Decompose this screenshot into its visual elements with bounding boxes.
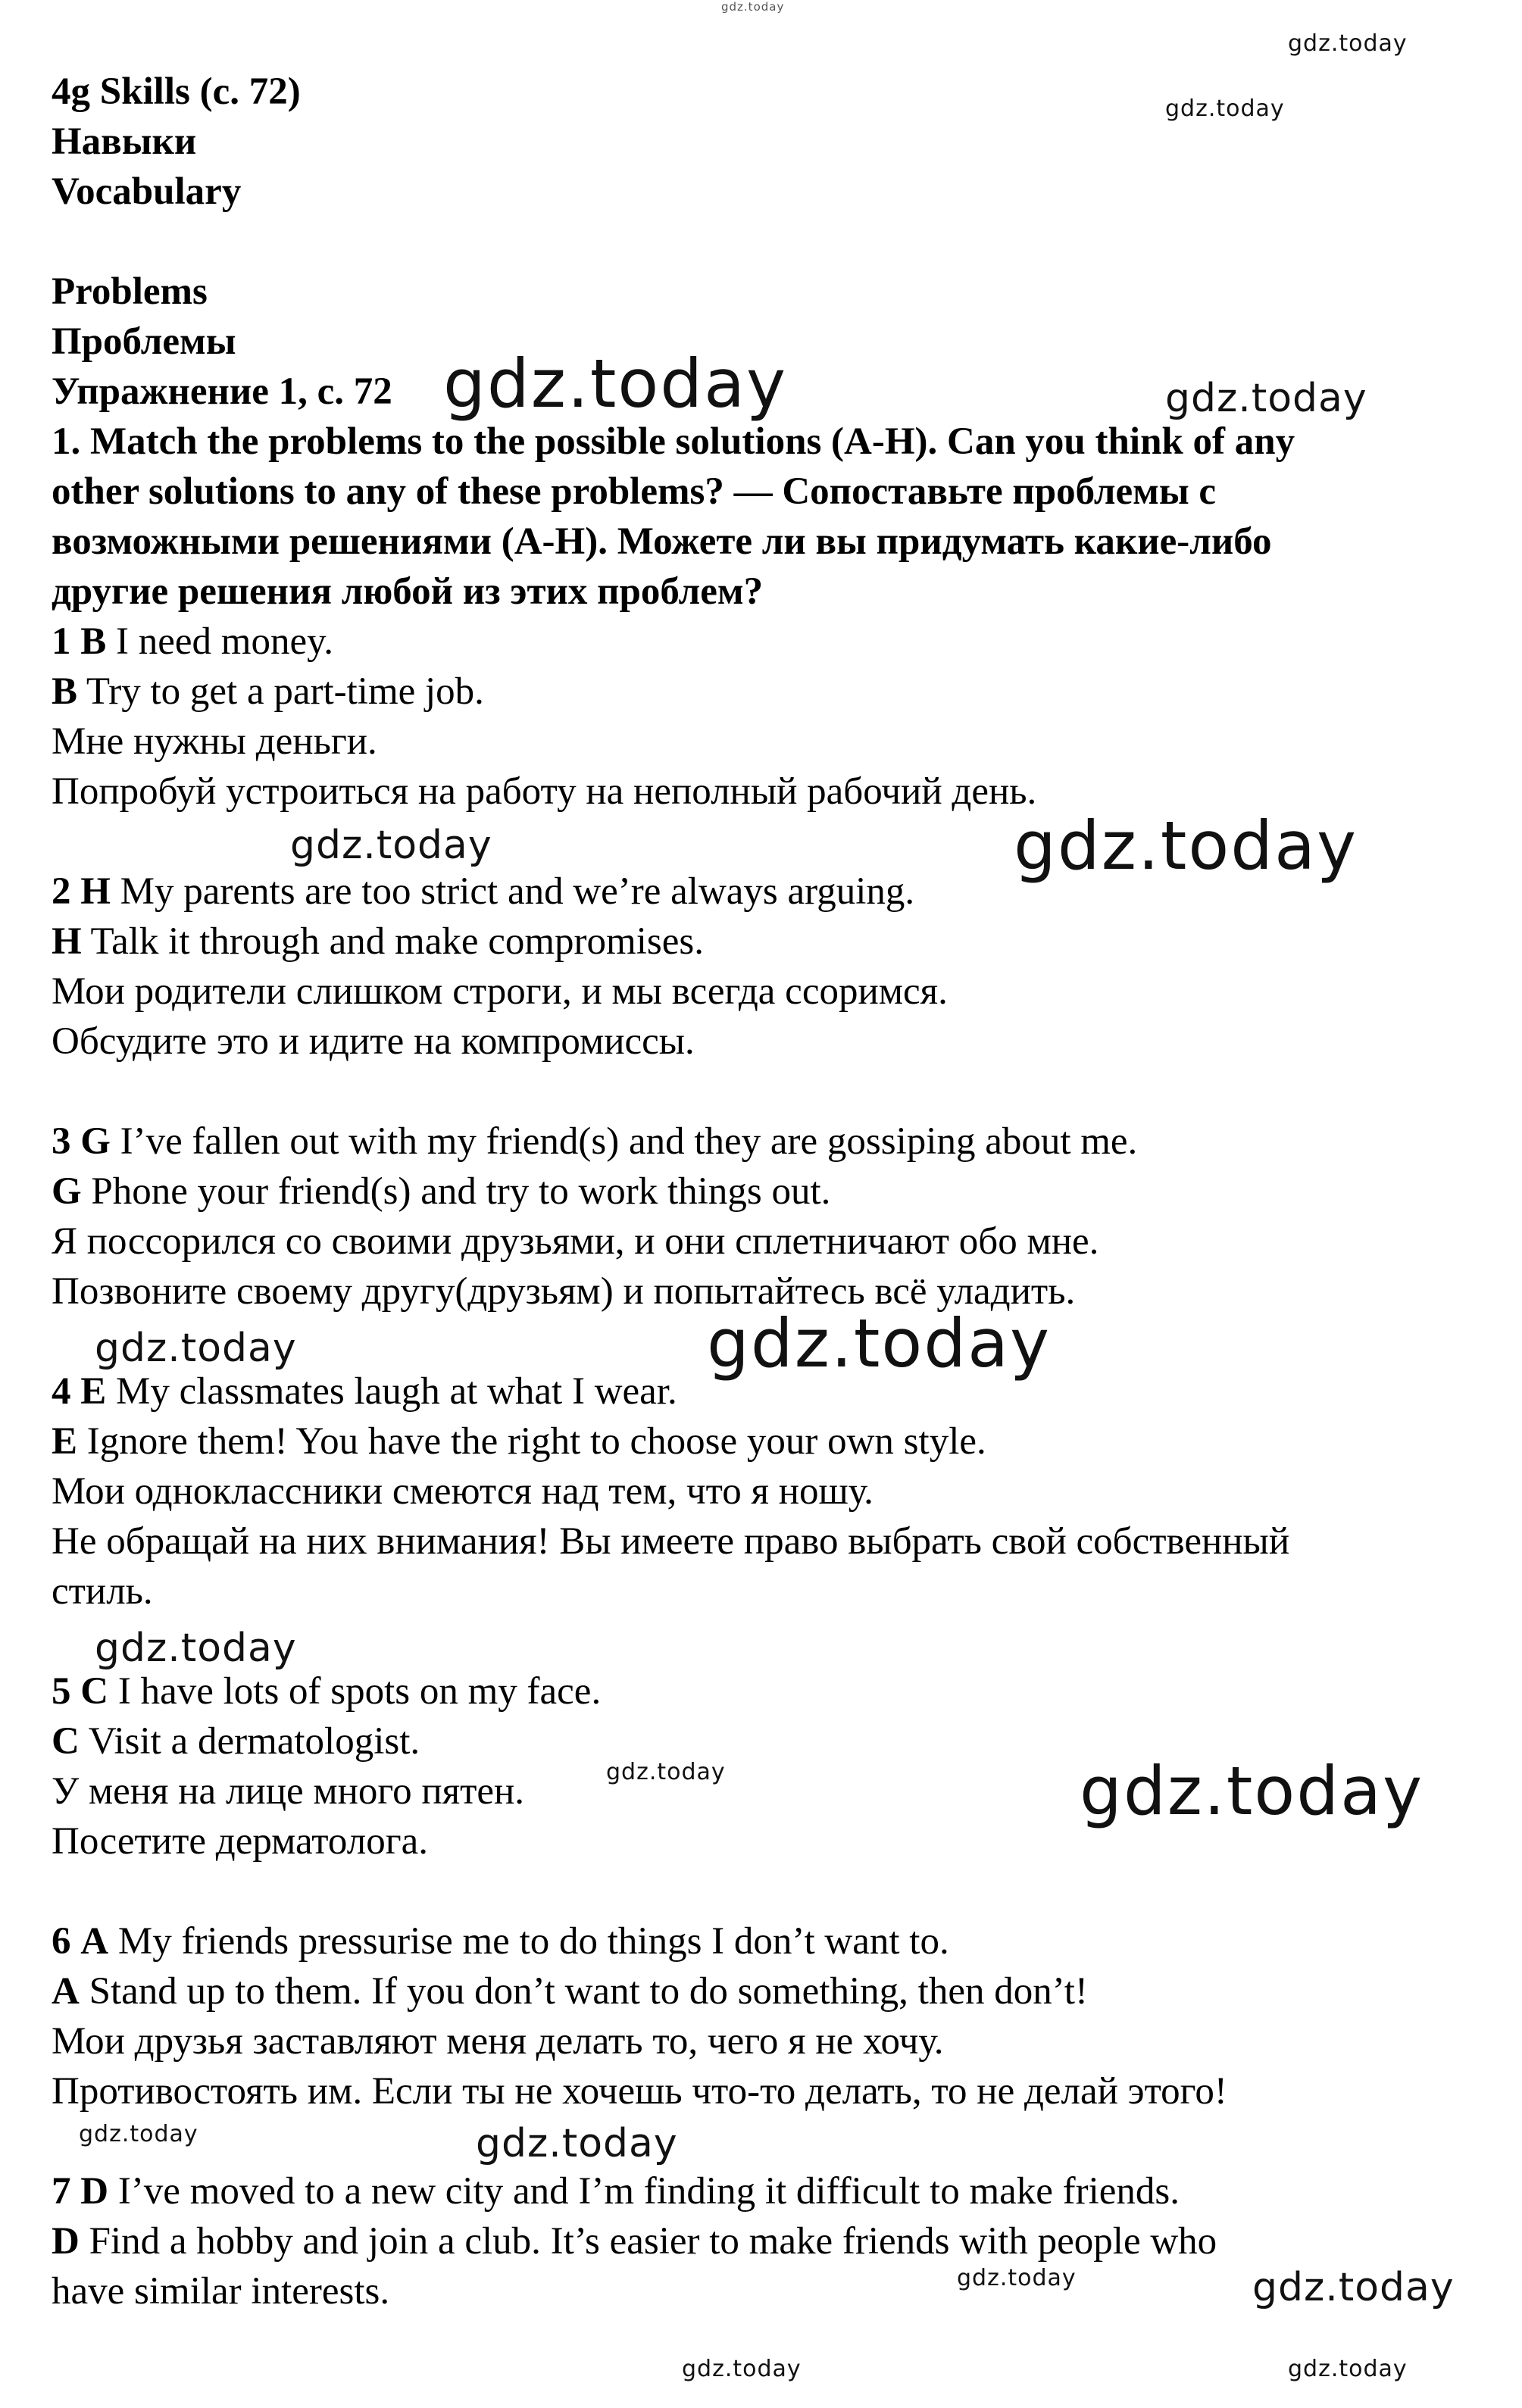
watermark: gdz.today <box>79 2121 198 2147</box>
section-title: Vocabulary <box>52 170 242 213</box>
item-problem <box>52 867 914 917</box>
watermark: gdz.today <box>1165 376 1367 421</box>
item-letter: C <box>80 1670 109 1713</box>
problem-text: I’ve moved to a new city and I’m finding it difficult to make friends. <box>117 2170 1180 2213</box>
solution-letter: B <box>52 670 78 713</box>
item-number: 4 <box>52 1370 71 1413</box>
item-problem <box>52 1117 1137 1167</box>
watermark: gdz.today <box>1080 1752 1424 1830</box>
item-solution <box>52 1966 1088 2016</box>
item-solution <box>52 1416 986 1466</box>
watermark: gdz.today <box>1288 2356 1408 2382</box>
page-title: 4g Skills (с. 72) <box>52 70 301 113</box>
item-letter: E <box>80 1370 107 1413</box>
item-letter: B <box>80 620 107 663</box>
watermark: gdz.today <box>957 2265 1077 2291</box>
solution-continuation: have similar interests. <box>52 2270 390 2313</box>
watermark: gdz.today <box>707 1304 1052 1382</box>
item-solution <box>52 1716 420 1766</box>
item-problem <box>52 1916 949 1966</box>
exercise-label: Упражнение 1, с. 72 <box>52 370 392 413</box>
item-solution <box>52 667 484 717</box>
item-number: 3 <box>52 1120 71 1163</box>
item-letter: H <box>80 870 111 913</box>
problem-text: I have lots of spots on my face. <box>117 1670 602 1713</box>
watermark: gdz.today <box>606 1759 726 1785</box>
item-problem <box>52 1666 601 1716</box>
item-number: 6 <box>52 1920 71 1963</box>
solution-text: Try to get a part-time job. <box>86 670 484 713</box>
solution-letter: C <box>52 1720 80 1763</box>
watermark: gdz.today <box>95 1626 297 1671</box>
item-number: 1 <box>52 620 71 663</box>
page-title-ru: Навыки <box>52 120 197 163</box>
solution-text: Visit a dermatologist. <box>88 1720 420 1763</box>
solution-translation: стиль. <box>52 1570 153 1613</box>
topic-title-ru: Проблемы <box>52 320 236 363</box>
problem-translation: Мои родители слишком строги, и мы всегда ссоримся. <box>52 970 948 1013</box>
item-solution <box>52 2216 1217 2266</box>
item-letter: A <box>80 1920 109 1963</box>
watermark: gdz.today <box>476 2121 678 2166</box>
solution-text: Ignore them! You have the right to choose your own style. <box>86 1420 986 1463</box>
item-letter: G <box>80 1120 111 1163</box>
problem-text: I need money. <box>116 620 334 663</box>
watermark: gdz.today <box>1165 95 1285 122</box>
problem-translation: Я поссорился со своими друзьями, и они сплетничают обо мне. <box>52 1220 1099 1263</box>
solution-letter: D <box>52 2220 80 2263</box>
solution-translation: Посетите дерматолога. <box>52 1820 429 1863</box>
watermark: gdz.today <box>682 2356 802 2382</box>
solution-text: Talk it through and make compromises. <box>90 920 704 963</box>
topic-title: Problems <box>52 270 208 313</box>
instruction-line: other solutions to any of these problems? — Сопоставьте проблемы с <box>52 470 1217 513</box>
item-letter: D <box>80 2170 109 2213</box>
solution-letter: G <box>52 1170 82 1213</box>
watermark: gdz.today <box>1014 807 1358 885</box>
solution-text: Phone your friend(s) and try to work things out. <box>91 1170 831 1213</box>
watermark: gdz.today <box>95 1326 297 1371</box>
item-problem <box>52 617 333 667</box>
problem-text: My parents are too strict and we’re always arguing. <box>120 870 915 913</box>
instruction-line: другие решения любой из этих проблем? <box>52 570 764 613</box>
instruction-line: возможными решениями (A-H). Можете ли вы придумать какие-либо <box>52 520 1272 563</box>
item-number: 5 <box>52 1670 71 1713</box>
item-problem <box>52 2166 1180 2216</box>
watermark: gdz.today <box>721 0 785 14</box>
solution-translation: Попробуй устроиться на работу на неполный рабочий день. <box>52 770 1037 813</box>
item-solution <box>52 917 704 967</box>
item-problem <box>52 1366 677 1416</box>
item-number: 2 <box>52 870 71 913</box>
problem-translation: Мои одноклассники смеются над тем, что я ношу. <box>52 1470 874 1513</box>
problem-text: My classmates laugh at what I wear. <box>116 1370 677 1413</box>
solution-text: Find a hobby and join a club. It’s easier to make friends with people who <box>89 2220 1217 2263</box>
problem-translation: У меня на лице много пятен. <box>52 1770 525 1813</box>
solution-letter: A <box>52 1970 80 2013</box>
watermark: gdz.today <box>290 823 492 868</box>
problem-translation: Мне нужны деньги. <box>52 720 377 763</box>
solution-letter: E <box>52 1420 78 1463</box>
solution-letter: H <box>52 920 82 963</box>
instruction-line: 1. Match the problems to the possible solutions (A-H). Can you think of any <box>52 420 1295 463</box>
problem-text: My friends pressurise me to do things I don’t want to. <box>117 1920 949 1963</box>
item-number: 7 <box>52 2170 71 2213</box>
watermark: gdz.today <box>1252 2265 1455 2310</box>
problem-text: I’ve fallen out with my friend(s) and they are gossiping about me. <box>120 1120 1138 1163</box>
solution-translation: Позвоните своему другу(друзьям) и попытайтесь всё уладить. <box>52 1270 1076 1313</box>
item-solution <box>52 1167 830 1216</box>
solution-translation: Обсудите это и идите на компромиссы. <box>52 1020 695 1063</box>
problem-translation: Мои друзья заставляют меня делать то, чего я не хочу. <box>52 2020 944 2063</box>
watermark: gdz.today <box>443 345 788 423</box>
solution-text: Stand up to them. If you don’t want to do something, then don’t! <box>89 1970 1088 2013</box>
watermark: gdz.today <box>1288 30 1408 57</box>
solution-translation: Не обращай на них внимания! Вы имеете право выбрать свой собственный <box>52 1520 1290 1563</box>
solution-translation: Противостоять им. Если ты не хочешь что-то делать, то не делай этого! <box>52 2070 1227 2113</box>
